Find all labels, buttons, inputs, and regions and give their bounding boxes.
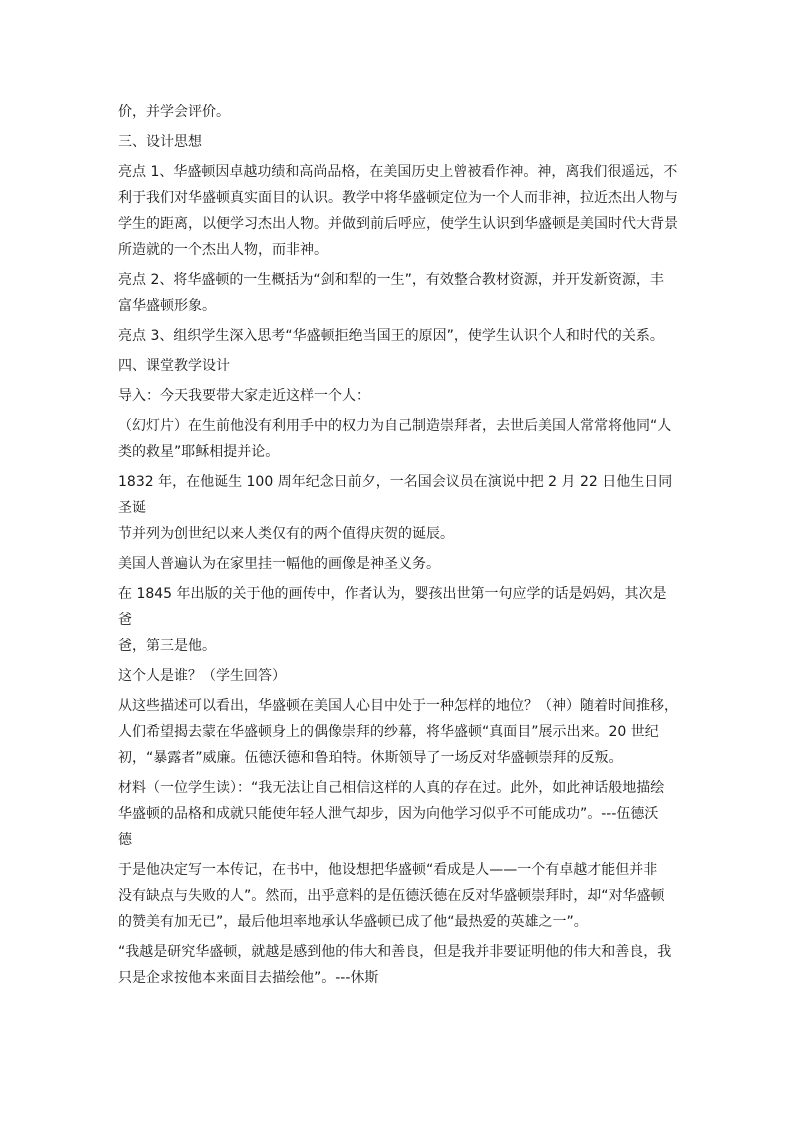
biography-paragraph: 于是他决定写一本传记，在书中，他设想把华盛顿“看成是人——一个有卓越才能但并非 没有缺点与失败的人”。然而，出乎意料的是伍德沃德在反对华盛顿崇拜时，却“对华盛顿 的赞美有加无已”，最后他坦率地承认华盛顿已成了他“最热爱的英雄之一”。 [118, 862, 665, 930]
document-body [118, 99, 678, 991]
continued-line: 价，并学会评价。 [118, 104, 230, 120]
status-paragraph: 从这些描述可以看出，华盛顿在美国人心目中处于一种怎样的地位？（神）随着时间推移， 人们希望揭去蒙在华盛顿身上的偶像崇拜的纱幕，将华盛顿“真面目”展示出来。20 世纪 初，“暴露者”威廉。伍德沃德和鲁珀特。休斯领导了一场反对华盛顿崇拜的反叛。 [118, 698, 678, 766]
year-1845-paragraph: 在 1845 年出版的关于他的画传中，作者认为，婴孩出世第一句应学的话是妈妈，其次是爸 爸，第三是他。 [118, 586, 667, 654]
material-quote-paragraph: 材料（一位学生读）：“我无法让自己相信这样的人真的存在过。此外，如此神话般地描绘 华盛顿的品格和成就只能使年轻人泄气却步，因为向他学习似乎不可能成功”。---伍德沃 德 [118, 780, 665, 848]
slide-paragraph: （幻灯片）在生前他没有利用手中的权力为自己制造崇拜者，去世后美国人常常将他同“人 类的救星”耶稣相提并论。 [118, 418, 672, 460]
highlight-1-paragraph: 亮点 1、华盛顿因卓越功绩和高尚品格，在美国历史上曾被看作神。神，离我们很遥远，不 利于我们对华盛顿真实面目的认识。教学中将华盛顿定位为一个人而非神，拉近杰出人物与 学生的距离，以便学习杰出人物。并做到前后呼应，使学生认识到华盛顿是美国时代大背景 所造就的一个杰出人物，而非神。 [118, 164, 678, 258]
section-heading-design-thought: 三、设计思想 [118, 134, 202, 150]
who-question-paragraph: 这个人是谁？（学生回答） [118, 668, 286, 684]
intro-paragraph: 导入：今天我要带大家走近这样一个人： [118, 388, 370, 404]
highlight-3-paragraph: 亮点 3、组织学生深入思考“华盛顿拒绝当国王的原因”，使学生认识个人和时代的关系。 [118, 328, 664, 344]
portrait-duty-paragraph: 美国人普遍认为在家里挂一幅他的画像是神圣义务。 [118, 556, 440, 572]
hughes-quote-paragraph: “我越是研究华盛顿，就越是感到他的伟大和善良，但是我并非要证明他的伟大和善良，我 只是企求按他本来面目去描绘他”。---休斯 [118, 944, 672, 986]
section-heading-classroom-design: 四、课堂教学设计 [118, 358, 230, 374]
year-1832-paragraph: 1832 年，在他诞生 100 周年纪念日前夕，一名国会议员在演说中把 2 月 22 日他生日同圣诞 节并列为创世纪以来人类仅有的两个值得庆贺的诞辰。 [118, 474, 673, 542]
highlight-2-paragraph: 亮点 2、将华盛顿的一生概括为“剑和犁的一生”，有效整合教材资源，并开发新资源，丰 富华盛顿形象。 [118, 272, 664, 314]
